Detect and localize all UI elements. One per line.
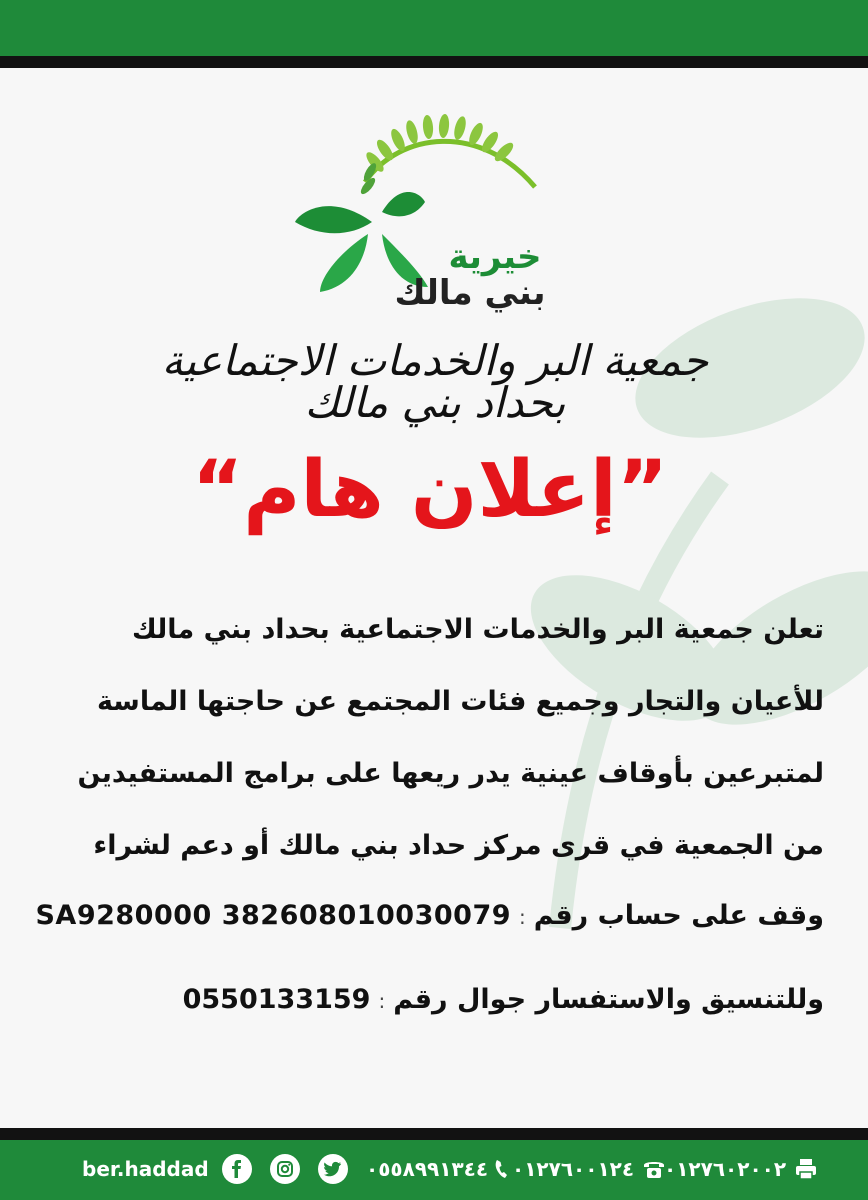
- facebook-icon: [222, 1154, 252, 1184]
- fax-icon: [794, 1158, 818, 1180]
- instagram-link[interactable]: [270, 1152, 300, 1186]
- footer-mobile-number: ٠٥٥٨٩٩١٣٤٤: [366, 1157, 489, 1181]
- contact-mobile-number: 0550133159: [182, 984, 371, 1015]
- logo-text-bani-malik: بني مالك: [394, 273, 546, 313]
- instagram-icon: [270, 1154, 300, 1184]
- footer-fax-number: ٠١٢٧٦٠٢٠٠٢: [664, 1157, 787, 1181]
- mobile-phone-icon: [494, 1159, 508, 1179]
- footer-phone[interactable]: [512, 1152, 666, 1186]
- announcement-headline: ”إعلان هام“: [191, 445, 669, 535]
- twitter-link[interactable]: [318, 1152, 348, 1186]
- facebook-link[interactable]: [222, 1152, 252, 1186]
- account-number: SA9280000 382608010030079: [35, 900, 512, 931]
- announcement-line-2: للأعيان والتجار وجميع فئات المجتمع عن حاجتها الماسة: [96, 686, 824, 717]
- account-line: وقف على حساب رقم:SA9280000 382608010030079: [35, 900, 824, 931]
- footer-phone-number: ٠١٢٧٦٠٠١٢٤: [512, 1157, 635, 1181]
- footer-mobile[interactable]: [366, 1152, 508, 1186]
- top-green-band: [0, 0, 868, 56]
- contact-label: وللتنسيق والاستفسار جوال رقم: [393, 984, 824, 1015]
- logo-text-khayriya: خيرية: [448, 237, 542, 277]
- announcement-line-1: تعلن جمعية البر والخدمات الاجتماعية بحداد بني مالك: [132, 614, 824, 645]
- contact-line: وللتنسيق والاستفسار جوال رقم:0550133159: [182, 984, 824, 1015]
- organization-calligraphy: جمعية البر والخدمات الاجتماعية بحداد بني مالك: [161, 336, 709, 427]
- account-label: وقف على حساب رقم: [533, 900, 824, 931]
- twitter-icon: [318, 1154, 348, 1184]
- announcement-line-4: من الجمعية في قرى مركز حداد بني مالك أو دعم لشراء: [93, 830, 824, 861]
- social-handle[interactable]: ber.haddad: [82, 1157, 209, 1181]
- footer-fax[interactable]: [664, 1152, 818, 1186]
- footer-dark-stripe: [0, 1128, 868, 1140]
- top-dark-stripe: [0, 56, 868, 68]
- telephone-icon: [642, 1159, 666, 1179]
- announcement-line-3: لمتبرعين بأوقاف عينية يدر ريعها على برامج المستفيدين: [77, 758, 824, 789]
